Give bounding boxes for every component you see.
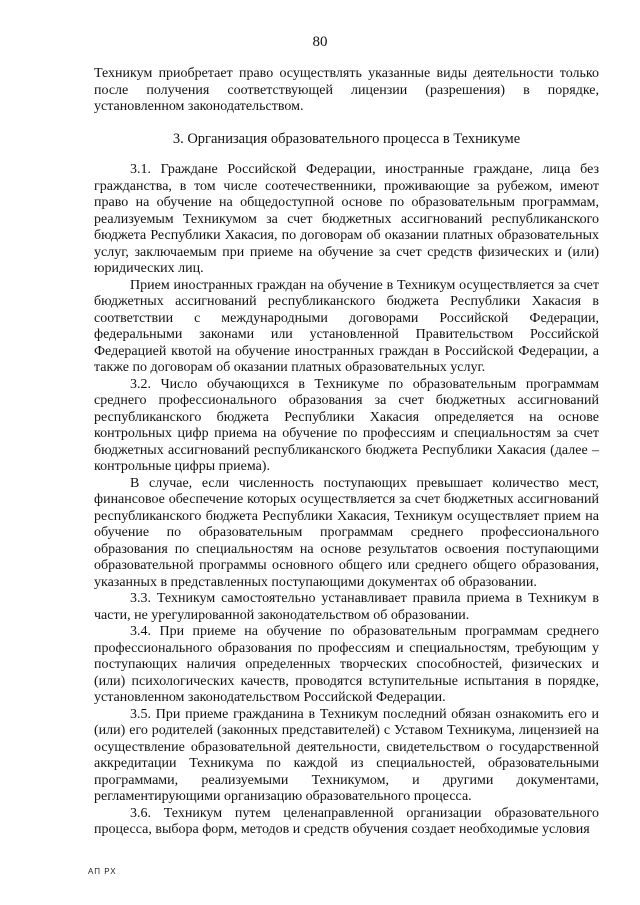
paragraph-3-6: 3.6. Техникум путем целенаправленной организации образовательного процесса, выбора форм, методов и средств обучения создает необходимые условия	[94, 805, 599, 837]
paragraph-competition: В случае, если численность поступающих превышает количество мест, финансовое обеспечение которых осуществляется за счет бюджетных ассигнований республиканского бюджета Республики Хакасия, Техникум осуществляет прием на обучение по образовательным программам среднего профессионального образования по специальностям на основе результатов освоения поступающими образовательной программы основного общего или среднего общего образования, указанных в представленных поступающими документах об образовании.	[94, 475, 599, 590]
paragraph-foreign-admission: Прием иностранных граждан на обучение в Техникум осуществляется за счет бюджетных ассигнований республиканского бюджета Республики Хакасия в соответствии с международными договорами Российской Федерации, федеральными законами или установленной Правительством Российской Федерацией квотой на обучение иностранных граждан в Российской Федерации, а также по договорам об оказании платных образовательных услуг.	[94, 277, 599, 375]
page-number: 80	[312, 34, 328, 50]
footer-stamp: АП РХ	[88, 867, 117, 876]
document-body	[94, 66, 599, 839]
section-heading: 3. Организация образовательного процесса в Техникуме	[172, 130, 521, 147]
paragraph-3-4: 3.4. При приеме на обучение по образовательным программам среднего профессионального образования по профессиям и специальностям, требующим у поступающих наличия определенных творческих способностей, физических и (или) психологических качеств, проводятся вступительные испытания в порядке, установленном законодательством Российской Федерации.	[94, 624, 599, 705]
paragraph-3-1: 3.1. Граждане Российской Федерации, иностранные граждане, лица без гражданства, в том числе соотечественники, проживающие за рубежом, имеют право на обучение на общедоступной основе по образовательным программам, реализуемым Техникумом за счет бюджетных ассигнований республиканского бюджета Республики Хакасия, по договорам об оказании платных образовательных услуг, заключаемым при приеме на обучение за счет средств физических и (или) юридических лиц.	[94, 162, 599, 276]
paragraph-3-2: 3.2. Число обучающихся в Техникуме по образовательным программам среднего профессионального образования за счет бюджетных ассигнований республиканского бюджета Республики Хакасия определяется на основе контрольных цифр приема на обучение по профессиям и специальностям за счет бюджетных ассигнований республиканского бюджета Республики Хакасия (далее – контрольные цифры приема).	[94, 376, 599, 474]
paragraph-3-5: 3.5. При приеме гражданина в Техникум последний обязан ознакомить его и (или) его родителей (законных представителей) с Уставом Техникума, лицензией на осуществление образовательной деятельности, свидетельством о государственной аккредитации Техникума по каждой из специальностей, образовательными программами, реализуемыми Техникумом, и другими документами, регламентирующими организацию образовательного процесса.	[94, 706, 599, 804]
paragraph-intro: Техникум приобретает право осуществлять указанные виды деятельности только после получения соответствующей лицензии (разрешения) в порядке, установленном законодательством.	[94, 66, 599, 114]
paragraph-3-3: 3.3. Техникум самостоятельно устанавливает правила приема в Техникум в части, не урегулированной законодательством об образовании.	[94, 591, 599, 623]
